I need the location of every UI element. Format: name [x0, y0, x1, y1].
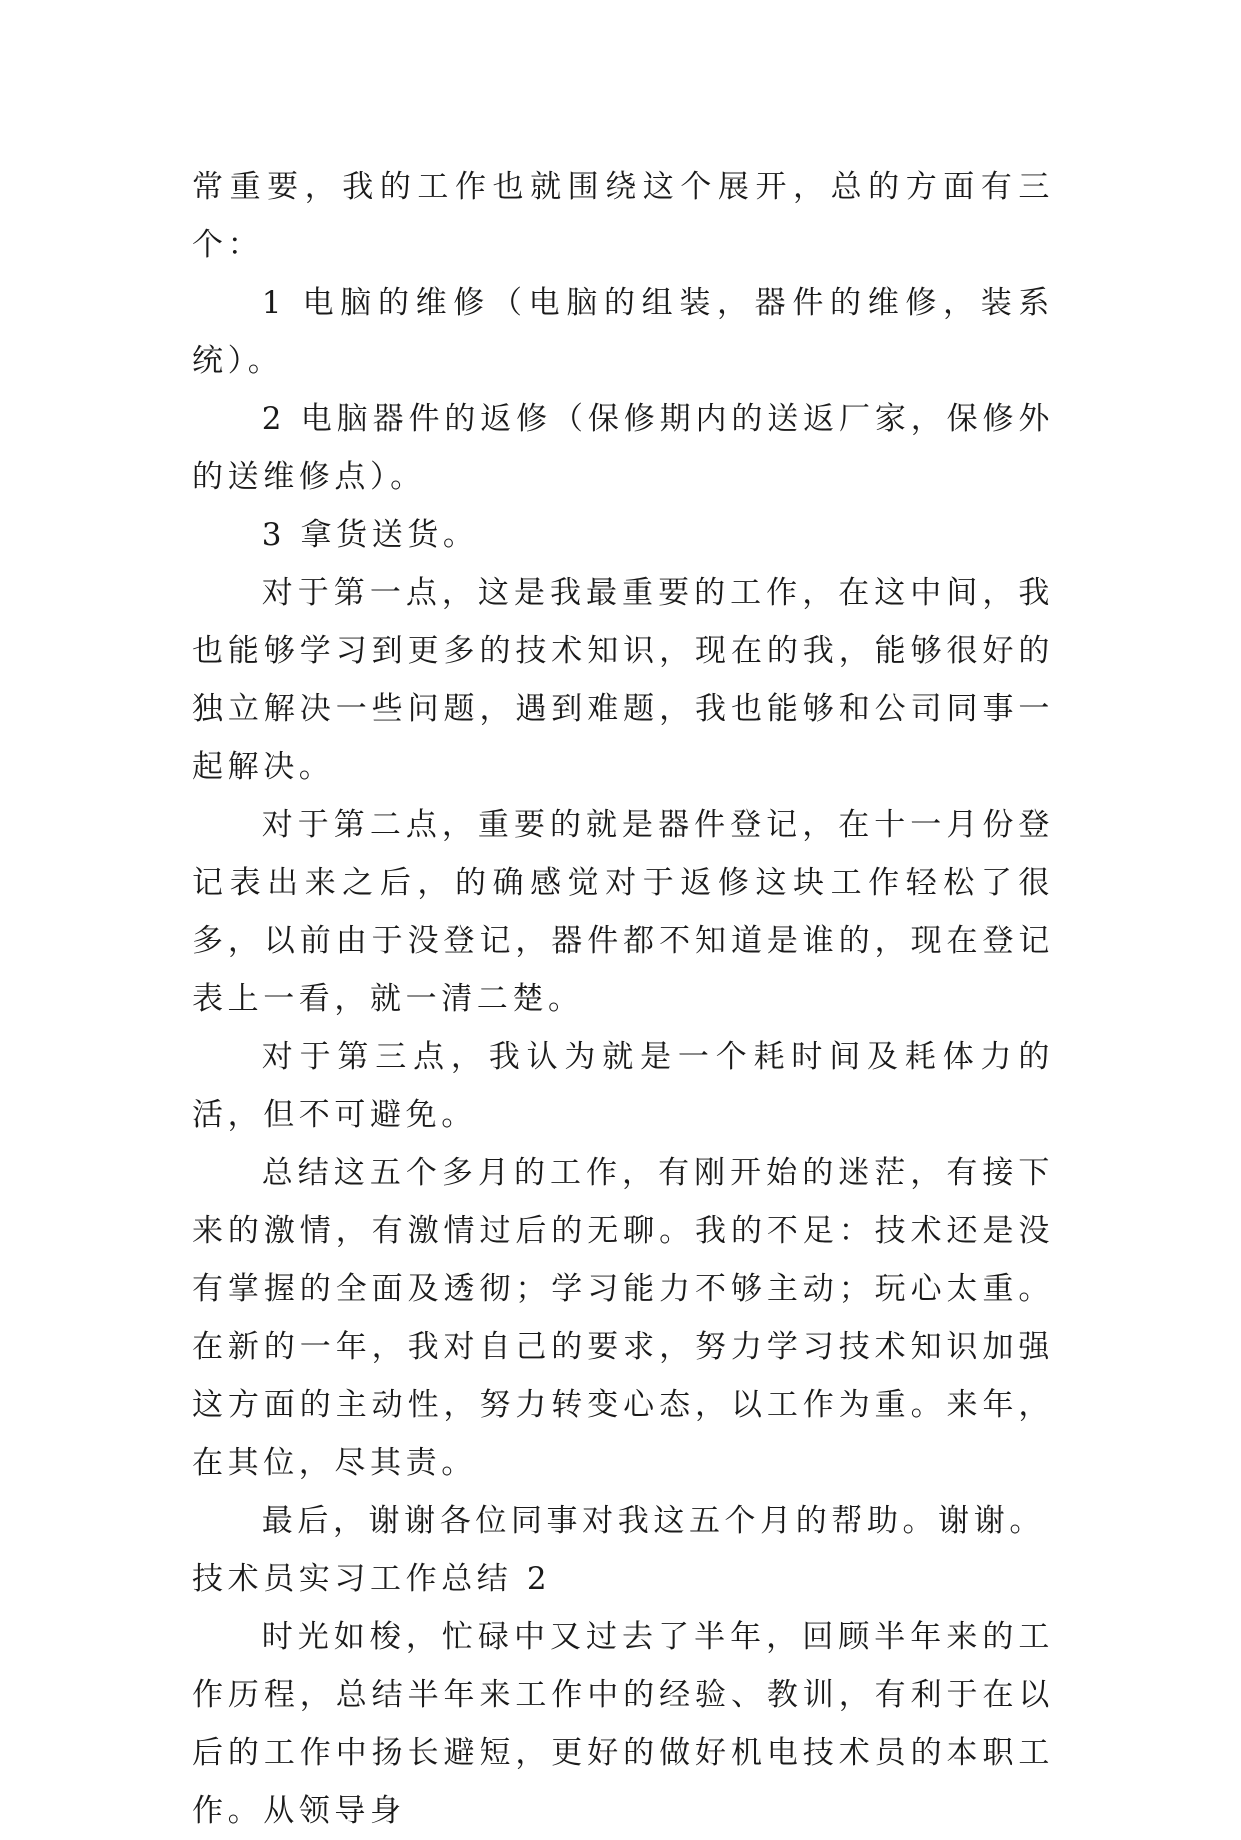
- paragraph-point-3: 对于第三点，我认为就是一个耗时间及耗体力的活，但不可避免。: [192, 1039, 1054, 1133]
- paragraph-intro-continued: 常重要，我的工作也就围绕这个展开，总的方面有三个：: [192, 169, 1054, 263]
- paragraph-point-2: 对于第二点，重要的就是器件登记，在十一月份登记表出来之后，的确感觉对于返修这块工作轻松了很多，以前由于没登记，器件都不知道是谁的，现在登记表上一看，就一清二楚。: [192, 807, 1054, 1017]
- paragraph-summary: 总结这五个多月的工作，有刚开始的迷茫，有接下来的激情，有激情过后的无聊。我的不足：技术还是没有掌握的全面及透彻；学习能力不够主动；玩心太重。在新的一年，我对自己的要求，努力学习技术知识加强这方面的主动性，努力转变心态，以工作为重。来年，在其位，尽其责。: [192, 1155, 1054, 1481]
- body-text: [192, 158, 1054, 1840]
- paragraph-thanks: 最后，谢谢各位同事对我这五个月的帮助。谢谢。: [261, 1503, 1045, 1539]
- paragraph-item-2: 2 电脑器件的返修（保修期内的送返厂家，保修外的送维修点）。: [192, 401, 1054, 495]
- paragraph-section-2-intro: 时光如梭，忙碌中又过去了半年，回顾半年来的工作历程，总结半年来工作中的经验、教训，有利于在以后的工作中扬长避短，更好的做好机电技术员的本职工作。从领导身: [192, 1619, 1054, 1829]
- paragraph-point-1: 对于第一点，这是我最重要的工作，在这中间，我也能够学习到更多的技术知识，现在的我，能够很好的独立解决一些问题，遇到难题，我也能够和公司同事一起解决。: [192, 575, 1054, 785]
- section-heading: 技术员实习工作总结 2: [192, 1561, 552, 1597]
- paragraph-item-1: 1 电脑的维修（电脑的组装，器件的维修，装系统）。: [192, 285, 1054, 379]
- paragraph-item-3: 3 拿货送货。: [261, 517, 479, 553]
